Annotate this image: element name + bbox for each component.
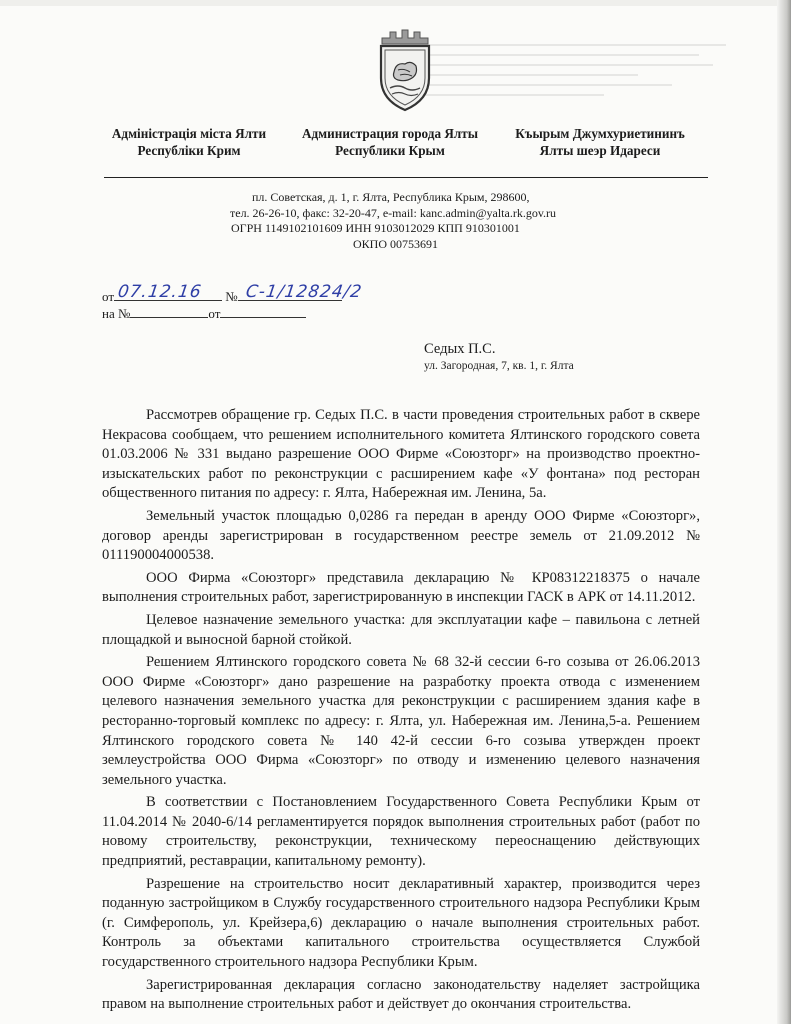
- paragraph: Рассмотрев обращение гр. Седых П.С. в части проведения строительных работ в сквере Некрасова сообщаем, что решением исполнительного комитета Ялтинского городского совета 01.03.2006 № 331 выдано разрешение ООО Фирме «Союзторг» на производство проектно-изыскательских работ по реконструкции с расширением кафе «У фонтана» под ресторан общественного питания по адресу: г. Ялта, Набережная им. Ленина, 5а.: [102, 407, 700, 502]
- ref-from-label: от: [208, 306, 221, 321]
- paragraph: Решением Ялтинского городского совета № 68 32-й сессии 6-го созыва от 26.06.2013 ООО Фирме «Союзторг» дано разрешение на разработку проекта отвода с изменением целевого назначения земельного участка для реконструкции с расширением здания кафе в ресторанно-торговый комплекс по адресу: г. Ялта, ул. Набережная им. Ленина,5-а. Решением Ялтинского городского совета № 140 42-й сессии 6-го созыва утвержден проект землеустройства ООО Фирма «Союзторг» по отводу и изменению целевого назначения земельного участка.: [102, 654, 700, 788]
- okpo-line: ОКПО 00753691: [353, 236, 439, 251]
- paragraph: ООО Фирма «Союзторг» представила декларацию № КР08312218375 о начале выполнения строительных работ, зарегистрированную в инспекции ГАСК в АРК от 14.11.2012.: [102, 569, 700, 606]
- phone-email-line: тел. 26-26-10, факс: 32-20-47, e-mail: kanc.admin@yalta.rk.gov.ru: [230, 205, 557, 220]
- recipient-block: [424, 341, 574, 372]
- ref-number-line: [130, 305, 208, 318]
- bleed-through-text: [400, 36, 740, 114]
- handwritten-date: 07.12.16: [116, 282, 204, 302]
- header-ru-line2: Республики Крым: [335, 143, 445, 158]
- header-russian: [290, 125, 490, 159]
- address-line: пл. Советская, д. 1, г. Ялта, Республика Крым, 298600,: [252, 190, 530, 204]
- header-crh-line1: Къырым Джумхуриетининъ: [515, 126, 685, 141]
- recipient-name: Седых П.С.: [424, 341, 496, 357]
- number-label: №: [225, 289, 238, 304]
- incoming-reference: [102, 305, 306, 322]
- paragraph: Целевое назначение земельного участка: для эксплуатации кафе – павильона с летней площадкой и выносной барной стойкой.: [102, 611, 700, 648]
- header-uk-line1: Адміністрація міста Ялти: [111, 126, 267, 141]
- handwritten-number: С-1/12824/2: [244, 282, 364, 302]
- recipient-address: ул. Загородная, 7, кв. 1, г. Ялта: [424, 360, 574, 372]
- header-ru-line1: Администрация города Ялты: [301, 126, 479, 141]
- from-label: от: [102, 289, 115, 304]
- header-crh-line2: Ялты шеэр Идареси: [539, 143, 661, 158]
- registration-codes-line: ОГРН 1149102101609 ИНН 9103012029 КПП 910301001: [231, 221, 520, 235]
- header-crimean-tatar: [510, 125, 690, 159]
- paragraph: В соответствии с Постановлением Государственного Совета Республики Крым от 11.04.2014 № 2040-6/14 регламентируется порядок выполнения строительных работ (работ по новому строительству, реконструкции, техническому переоснащению действующих предприятий, реставрации, капитальному ремонту).: [102, 794, 700, 870]
- coat-of-arms-icon: [376, 26, 434, 112]
- ref-date-line: [220, 305, 306, 318]
- header-uk-line2: Республіки Крим: [137, 143, 241, 158]
- scan-page-edge: [777, 0, 791, 1024]
- paragraph: Земельный участок площадью 0,0286 га передан в аренду ООО Фирме «Союзторг», договор аренды зарегистрирован в государственном реестре земель от 21.09.2012 № 011190004000538.: [102, 507, 700, 564]
- contact-details: [230, 190, 650, 252]
- paragraph: Зарегистрированная декларация согласно законодательству наделяет застройщика правом на выполнение строительных работ и действует до окончания строительства.: [102, 976, 700, 1013]
- scan-top-edge: [0, 0, 791, 6]
- paragraph: Разрешение на строительство носит декларативный характер, производится через поданную застройщиком в Службу государственного строительного надзора Республики Крым (г. Симферополь, ул. Крейзера,6) декларацию о начале выполнения строительных работ. Контроль за объектами капитального строительства осуществляется Службой государственного строительного надзора Республики Крым.: [102, 875, 700, 971]
- header-ukrainian: [104, 125, 274, 159]
- header-divider: [104, 177, 708, 178]
- on-number-label: на №: [102, 306, 131, 321]
- letter-body: [102, 406, 700, 1018]
